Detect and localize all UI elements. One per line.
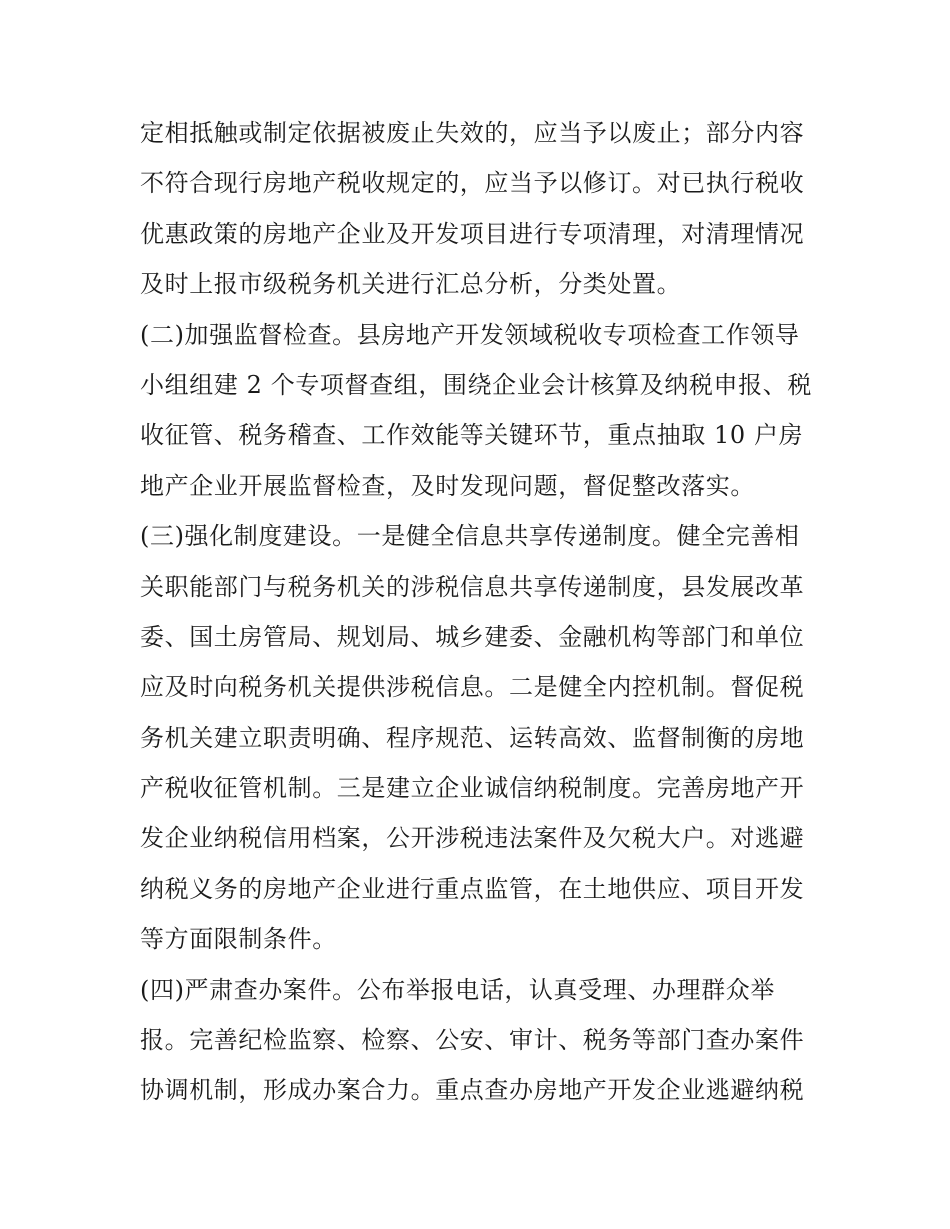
text-line: 关职能部门与税务机关的涉税信息共享传递制度，县发展改革 <box>140 572 805 601</box>
text-line: 优惠政策的房地产企业及开发项目进行专项清理，对清理情况 <box>140 219 805 248</box>
text-line: 应及时向税务机关提供涉税信息。二是健全内控机制。督促税 <box>140 673 805 702</box>
text-line: (四)严肃查办案件。公布举报电话，认真受理、办理群众举 <box>140 975 775 1004</box>
text-line: (二)加强监督检查。县房地产开发领域税收专项检查工作领导 <box>140 320 800 349</box>
text-line: 务机关建立职责明确、程序规范、运转高效、监督制衡的房地 <box>140 723 805 752</box>
text-line: 地产企业开展监督检查，及时发现问题，督促整改落实。 <box>140 471 755 500</box>
body-text <box>140 108 820 1116</box>
text-line: 产税收征管机制。三是建立企业诚信纳税制度。完善房地产开 <box>140 774 805 803</box>
text-line: 委、国土房管局、规划局、城乡建委、金融机构等部门和单位 <box>140 622 805 651</box>
text-line: 及时上报市级税务机关进行汇总分析，分类处置。 <box>140 270 682 299</box>
text-line: 等方面限制条件。 <box>140 925 337 954</box>
text-line: 小组组建 2 个专项督查组，围绕企业会计核算及纳税申报、税 <box>140 370 812 399</box>
text-line: 发企业纳税信用档案，公开涉税违法案件及欠税大户。对逃避 <box>140 824 805 853</box>
text-line: 协调机制，形成办案合力。重点查办房地产开发企业逃避纳税 <box>140 1076 805 1105</box>
text-line: (三)强化制度建设。一是健全信息共享传递制度。健全完善相 <box>140 522 800 551</box>
text-line: 定相抵触或制定依据被废止失效的，应当予以废止；部分内容 <box>140 119 805 147</box>
text-line: 报。完善纪检监察、检察、公安、审计、税务等部门查办案件 <box>140 1026 805 1055</box>
text-line: 不符合现行房地产税收规定的，应当予以修订。对已执行税收 <box>140 169 805 198</box>
text-line: 纳税义务的房地产企业进行重点监管，在土地供应、项目开发 <box>140 874 805 903</box>
text-line: 收征管、税务稽查、工作效能等关键环节，重点抽取 10 户房 <box>140 421 804 450</box>
